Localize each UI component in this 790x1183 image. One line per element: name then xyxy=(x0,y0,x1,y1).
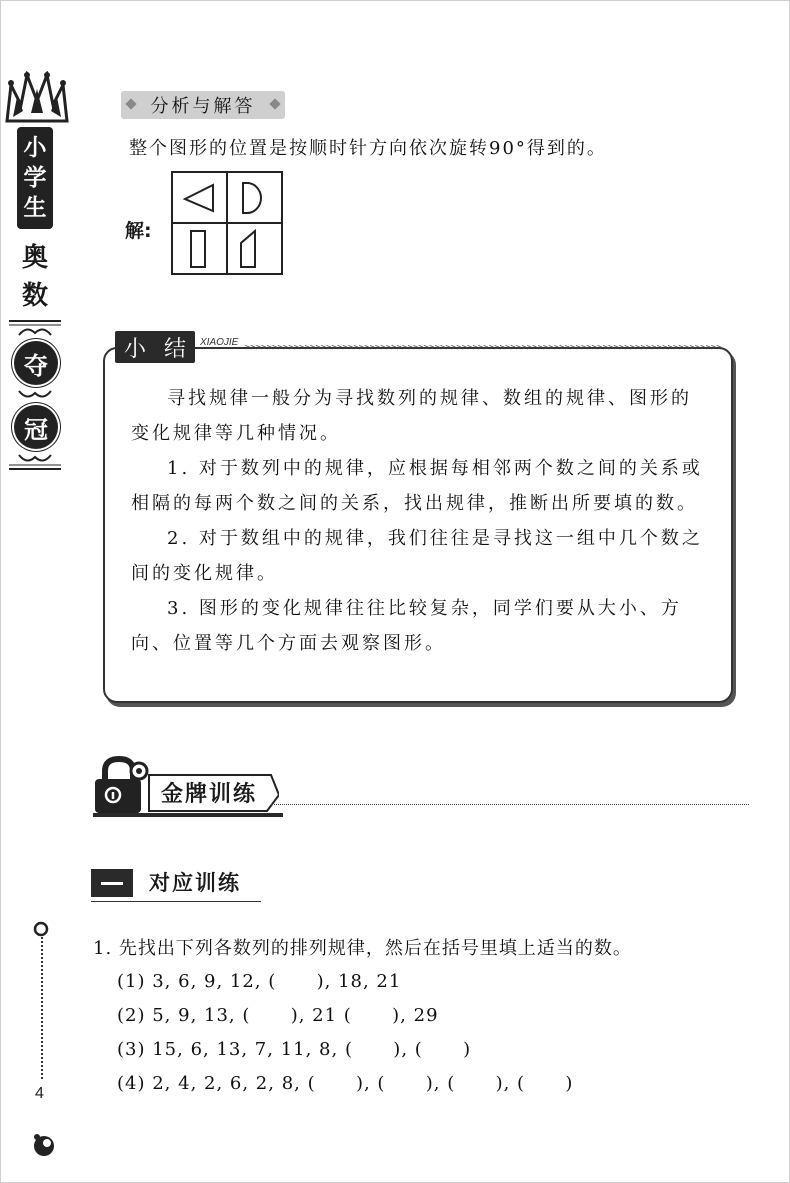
section-rule xyxy=(91,901,261,902)
solution-label: 解: xyxy=(125,220,152,242)
crown-icon xyxy=(5,71,69,127)
solution-figure xyxy=(171,171,283,275)
question-item: (4) 2, 4, 2, 6, 2, 8, ( ), ( ), ( ), ( ) xyxy=(117,1073,574,1094)
summary-arrow-line: >>>>>>>>>>>>>>>>>>>>>>>>>>>>>>>>>>>>>>>>>>>>>>>>>>>>>>>>>>>>>>>>>>>>>>>>>>>>>>>>>>>>>>>> xyxy=(245,343,722,353)
spine-char: 学 xyxy=(23,165,47,191)
lock-icon xyxy=(91,755,151,817)
summary-pinyin: XIAOJIE xyxy=(200,337,239,348)
summary-text xyxy=(131,381,711,661)
section-number-badge xyxy=(91,869,133,897)
ornament-icon xyxy=(9,317,61,339)
question-item: (2) 5, 9, 13, ( ), 21 ( ), 29 xyxy=(117,1005,439,1026)
spine-char: 小 xyxy=(23,135,47,161)
summary-paragraph: 2. 对于数组中的规律，我们往往是寻找这一组中几个数之间的变化规律。 xyxy=(131,528,703,584)
summary-header-char: 结 xyxy=(163,336,186,362)
analysis-tag xyxy=(121,91,285,119)
question-intro: 1. 先找出下列各数列的排列规律，然后在括号里填上适当的数。 xyxy=(93,938,632,959)
dotted-spine-line xyxy=(41,937,43,1079)
summary-header xyxy=(115,331,195,363)
summary-paragraph: 寻找规律一般分为寻找数列的规律、数组的规律、图形的变化规律等几种情况。 xyxy=(131,388,692,444)
gold-training-title: 金牌训练 xyxy=(161,782,258,807)
section-title: 对应训练 xyxy=(149,871,241,895)
ring-icon xyxy=(33,921,49,937)
spine-circle-char: 夺 xyxy=(14,341,58,385)
page-number: 4 xyxy=(35,1085,44,1102)
spine-char: 生 xyxy=(23,195,47,221)
analysis-text: 整个图形的位置是按顺时针方向依次旋转90°得到的。 xyxy=(129,138,607,159)
summary-paragraph: 1. 对于数列中的规律，应根据每相邻两个数之间的关系或相隔的每两个数之间的关系，找出规律，推断出所要填的数。 xyxy=(131,458,703,514)
spine-big-char: 数 xyxy=(21,281,48,311)
swirl-icon xyxy=(31,1133,57,1157)
spine-big-char: 奥 xyxy=(21,243,48,273)
question-item: (1) 3, 6, 9, 12, ( ), 18, 21 xyxy=(117,971,402,992)
ornament-icon xyxy=(9,387,61,401)
spine-title-box xyxy=(17,127,53,229)
ornament-icon xyxy=(9,451,61,473)
analysis-tag-label: 分析与解答 xyxy=(150,96,256,117)
summary-paragraph: 3. 图形的变化规律往往比较复杂，同学们要从大小、方向、位置等几个方面去观察图形。 xyxy=(131,598,682,654)
summary-header-char: 小 xyxy=(123,336,146,362)
spine-circle-char: 冠 xyxy=(14,405,58,449)
question-item: (3) 15, 6, 13, 7, 11, 8, ( ), ( ) xyxy=(117,1039,472,1060)
gold-dotted-rule xyxy=(271,804,749,805)
gold-underbar xyxy=(93,813,283,817)
